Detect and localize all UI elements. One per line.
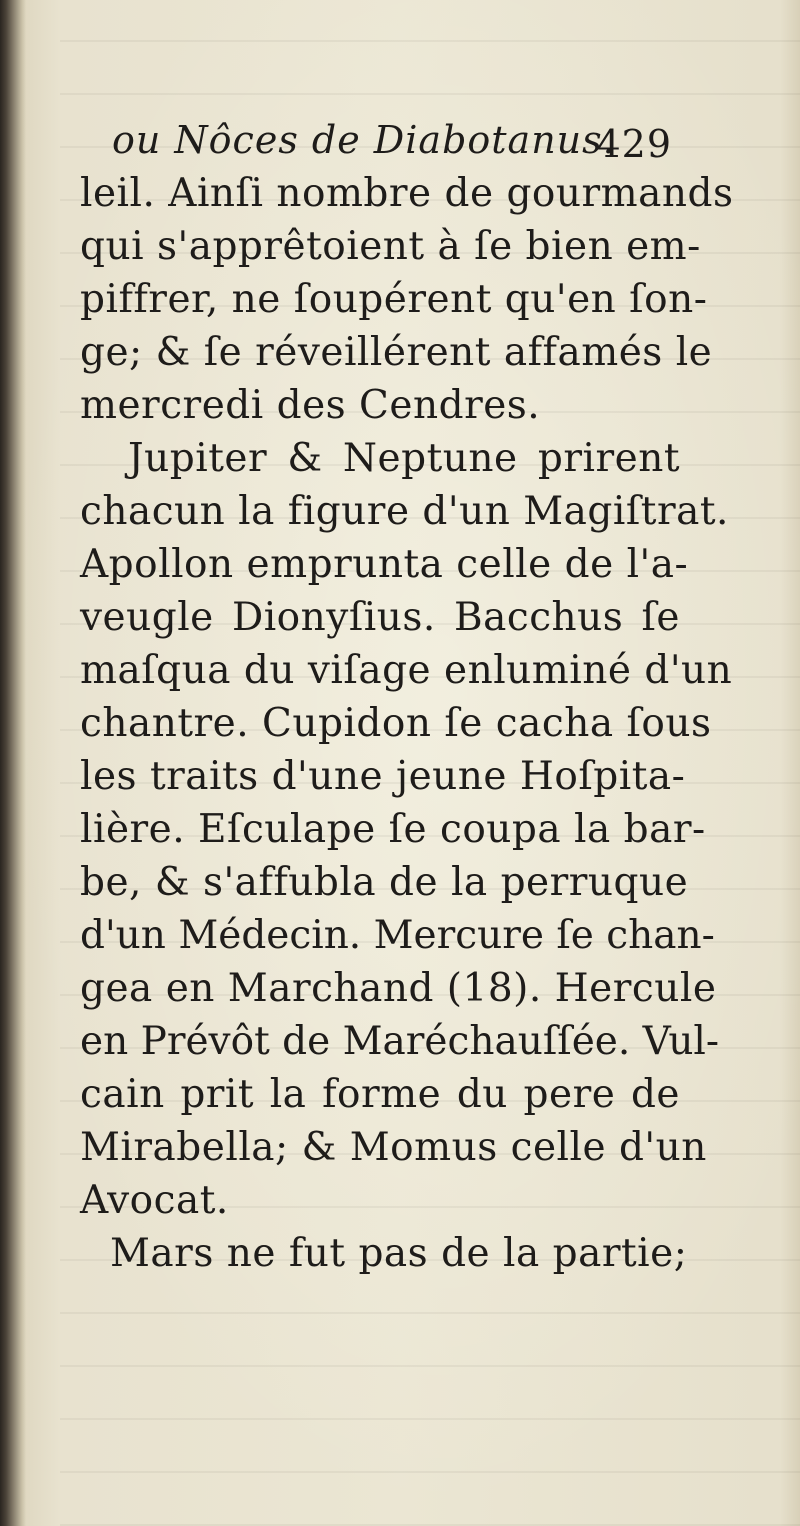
text-line: Mars ne fut pas de la partie; (110, 1231, 688, 1276)
text-line: qui s'apprêtoient à ſe bien em- (80, 224, 701, 269)
text-line: lière. Eſculape ſe coupa la bar- (80, 807, 706, 852)
text-line: les traits d'une jeune Hoſpita- (80, 754, 686, 799)
page-binding-edge (0, 0, 26, 1526)
text-line: mercredi des Cendres. (80, 383, 541, 428)
running-title: ou Nôces de Diabotanus. (112, 118, 616, 162)
text-line: maſqua du viſage enluminé d'un (80, 648, 733, 693)
text-line: ge; & ſe réveillérent affamés le (80, 330, 713, 375)
text-line: gea en Marchand (18). Hercule (80, 966, 717, 1011)
text-line: piffrer, ne ſoupérent qu'en ſon- (80, 277, 708, 322)
text-line: Apollon emprunta celle de l'a- (80, 542, 689, 587)
text-line: veugle Dionyſius. Bacchus ſe (80, 595, 680, 640)
text-line: Jupiter & Neptune prirent (128, 436, 680, 481)
text-line: chantre. Cupidon ſe cacha ſous (80, 701, 712, 746)
text-line: leil. Ainſi nombre de gourmands (80, 171, 734, 216)
text-line: Avocat. (80, 1178, 229, 1223)
text-line: chacun la figure d'un Magiſtrat. (80, 489, 729, 534)
page-body-text (80, 167, 734, 1280)
text-line: Mirabella; & Momus celle d'un (80, 1125, 707, 1170)
text-line: d'un Médecin. Mercure ſe chan- (80, 913, 715, 958)
page-number: 429 (596, 122, 672, 166)
text-line: en Prévôt de Maréchauſſée. Vul- (80, 1019, 720, 1064)
text-line: cain prit la forme du pere de (80, 1072, 680, 1117)
text-line: be, & s'affubla de la perruque (80, 860, 689, 905)
